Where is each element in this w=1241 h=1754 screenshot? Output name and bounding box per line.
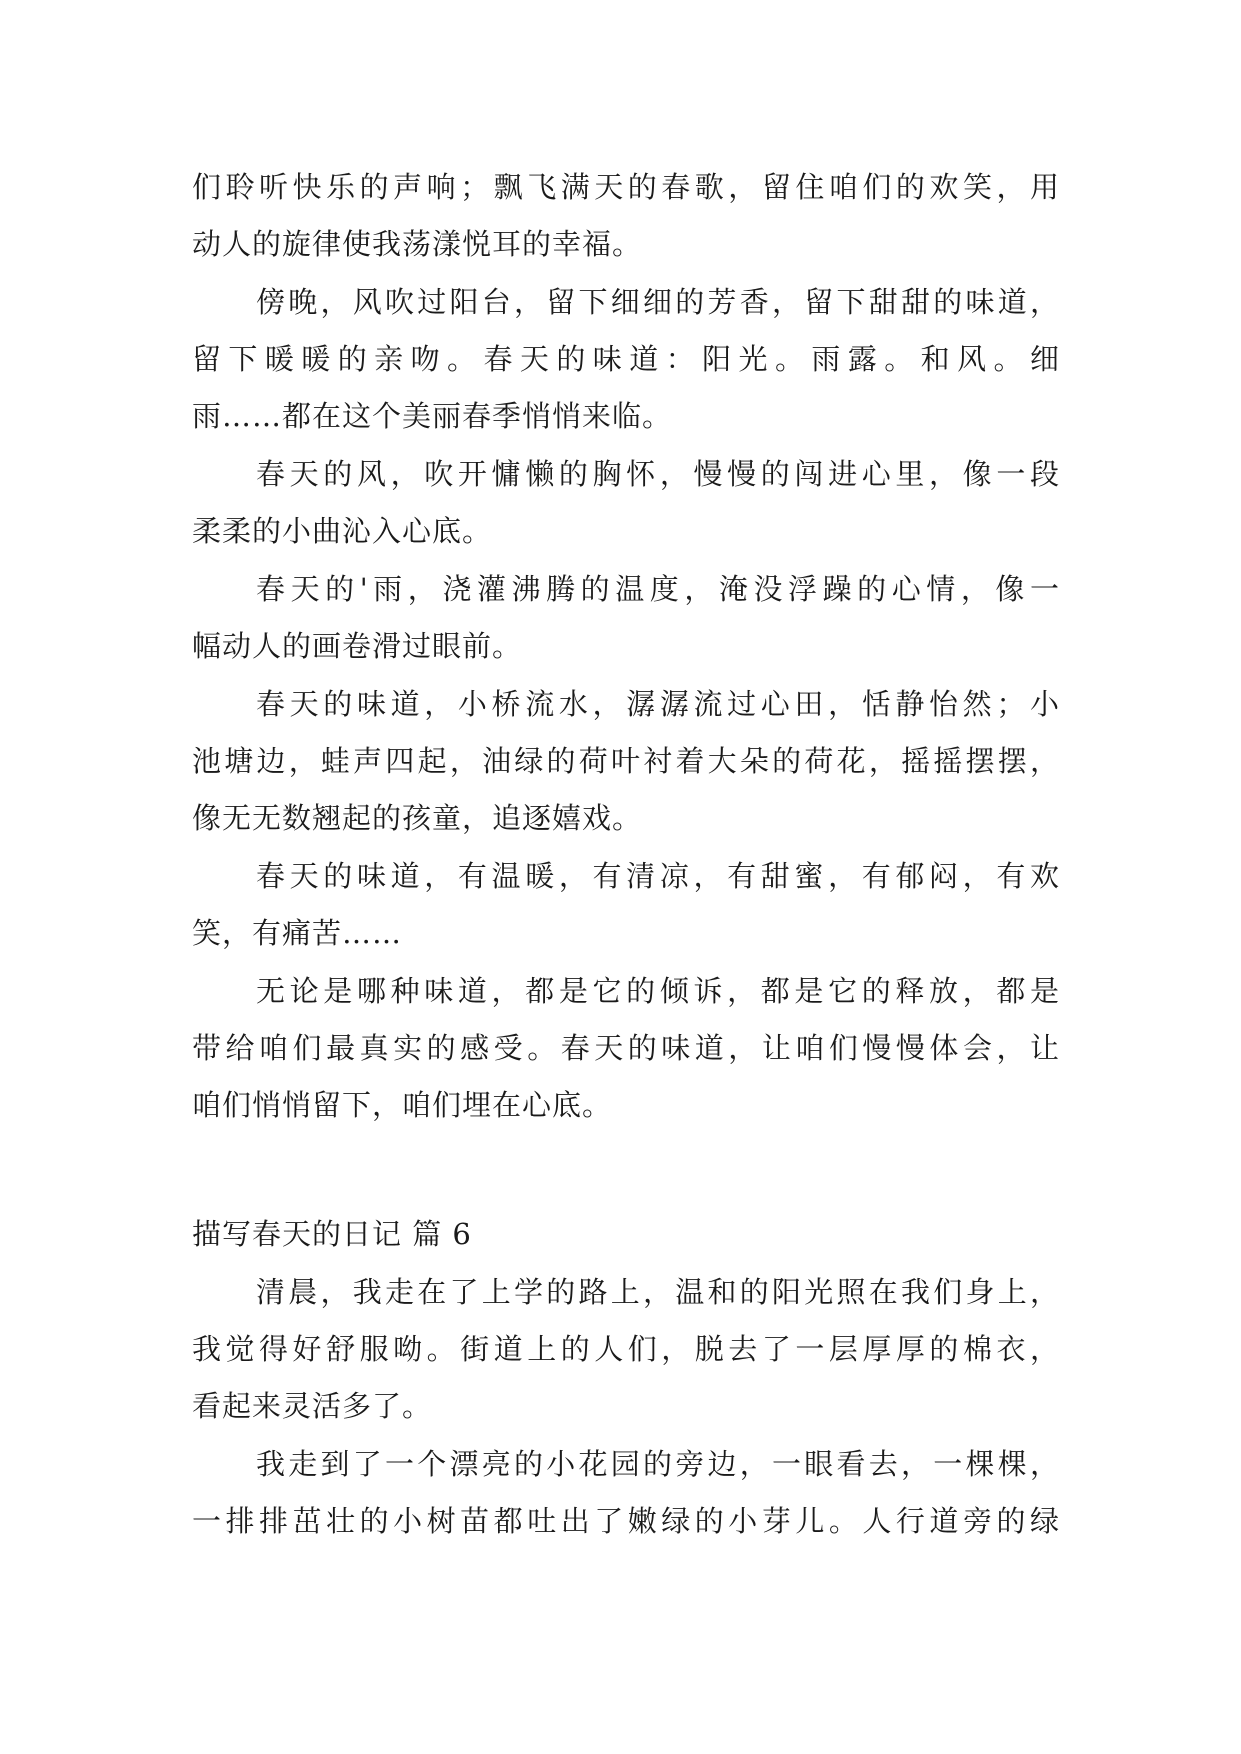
section-heading: 描写春天的日记 篇 6 — [192, 1217, 472, 1251]
text-line: 春天的味道，小桥流水，潺潺流过心田，恬静怡然；小 — [256, 687, 1060, 721]
text-line: 动人的旋律使我荡漾悦耳的幸福。 — [192, 227, 643, 261]
text-line: 看起来灵活多了。 — [192, 1389, 433, 1423]
text-line: 像无无数翘起的孩童，追逐嬉戏。 — [192, 801, 643, 835]
text-line: 们聆听快乐的声响；飘飞满天的春歌，留住咱们的欢笑，用 — [192, 170, 1060, 204]
text-line: 笑，有痛苦…… — [192, 916, 403, 950]
text-line: 春天的'雨，浇灌沸腾的温度，淹没浮躁的心情，像一 — [256, 572, 1060, 606]
text-line: 幅动人的画卷滑过眼前。 — [192, 629, 523, 663]
text-line: 池塘边，蛙声四起，油绿的荷叶衬着大朵的荷花，摇摇摆摆， — [192, 744, 1060, 778]
text-line: 柔柔的小曲沁入心底。 — [192, 514, 493, 548]
text-line: 带给咱们最真实的感受。春天的味道，让咱们慢慢体会，让 — [192, 1031, 1060, 1065]
text-line: 一排排茁壮的小树苗都吐出了嫩绿的小芽儿。人行道旁的绿 — [192, 1504, 1060, 1538]
text-line: 留下暖暖的亲吻。春天的味道：阳光。雨露。和风。细 — [192, 342, 1060, 376]
text-line: 春天的风，吹开慵懒的胸怀，慢慢的闯进心里，像一段 — [256, 457, 1060, 491]
text-line: 雨……都在这个美丽春季悄悄来临。 — [192, 399, 673, 433]
text-line: 我走到了一个漂亮的小花园的旁边，一眼看去，一棵棵， — [256, 1447, 1060, 1481]
text-line: 咱们悄悄留下，咱们埋在心底。 — [192, 1088, 613, 1122]
text-line: 我觉得好舒服呦。街道上的人们，脱去了一层厚厚的棉衣， — [192, 1332, 1060, 1366]
text-line: 无论是哪种味道，都是它的倾诉，都是它的释放，都是 — [256, 974, 1060, 1008]
text-line: 清晨，我走在了上学的路上，温和的阳光照在我们身上， — [256, 1275, 1060, 1309]
text-line: 春天的味道，有温暖，有清凉，有甜蜜，有郁闷，有欢 — [256, 859, 1060, 893]
text-line: 傍晚，风吹过阳台，留下细细的芳香，留下甜甜的味道， — [256, 285, 1060, 319]
